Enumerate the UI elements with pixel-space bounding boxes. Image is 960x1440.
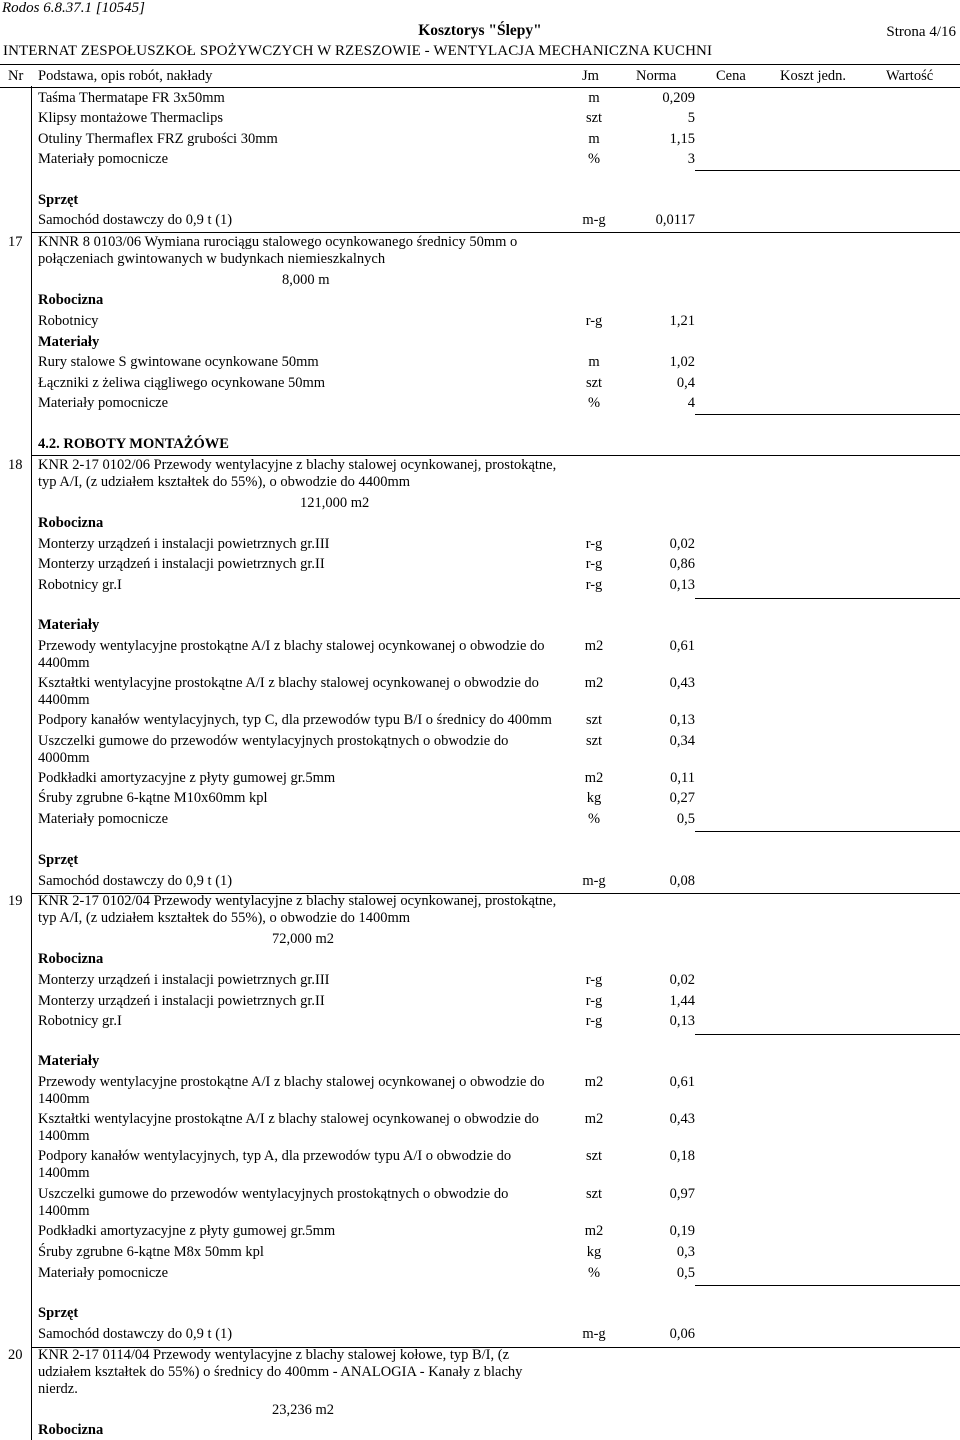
row-norm: 3 (687, 151, 695, 167)
row-description: Podpory kanałów wentylacyjnych, typ A, dla przewodów typu A/I o obwodzie do 1400mm (38, 1148, 512, 1181)
row-unit: m2 (584, 1111, 604, 1127)
row-description: Samochód dostawczy do 0,9 t (1) (38, 212, 233, 228)
project-title: INTERNAT ZESPOŁUSZKOŁ SPOŻYWCZYCH W RZESZOWIE - WENTYLACJA MECHANICZNA KUCHNI (3, 43, 713, 59)
row-description: KNNR 8 0103/06 Wymiana rurociągu stalowego ocynkowanego średnicy 50mm o połączeniach gwintowanych w budynkach niemieszkalnych (38, 234, 518, 267)
row-description: Monterzy urządzeń i instalacji powietrznych gr.III (38, 972, 330, 988)
row-unit: % (587, 1265, 601, 1281)
col-desc: Podstawa, opis robót, nakłady (38, 68, 213, 84)
row-norm: 0,3 (676, 1244, 695, 1260)
row-norm: 0,43 (669, 1111, 695, 1127)
row-description: Klipsy montażowe Thermaclips (38, 110, 223, 126)
row-unit: r-g (585, 1013, 603, 1029)
row-norm: 0,08 (669, 873, 695, 889)
row-separator (695, 598, 960, 599)
row-unit: m2 (584, 638, 604, 654)
row-norm: 0,06 (669, 1326, 695, 1342)
row-description: Sprzęt (38, 192, 79, 208)
row-description: Łączniki z żeliwa ciągliwego ocynkowane 50mm (38, 375, 326, 391)
row-separator (695, 170, 960, 171)
row-description: Podpory kanałów wentylacyjnych, typ C, dla przewodów typu B/I o średnicy do 400mm (38, 712, 552, 728)
row-description: 8,000 m (282, 272, 330, 288)
row-unit: r-g (585, 536, 603, 552)
row-description: KNR 2-17 0114/04 Przewody wentylacyjne z blachy stalowej kołowe, typ B/I, (z udziałem kształtek do 55%) o średnicy do 400mm - ANALOGIA - Kanały z blachy nierdz. (38, 1347, 523, 1397)
row-number: 19 (8, 893, 23, 909)
row-separator (695, 831, 960, 832)
item-separator (31, 232, 695, 233)
row-unit: m-g (582, 873, 606, 889)
row-unit: r-g (585, 313, 603, 329)
row-description: Materiały pomocnicze (38, 811, 169, 827)
row-norm: 0,02 (669, 972, 695, 988)
row-unit: r-g (585, 972, 603, 988)
row-description: 72,000 m2 (272, 931, 335, 947)
document-title: Kosztorys "Ślepy" (418, 22, 542, 39)
row-norm: 0,97 (669, 1186, 695, 1202)
row-unit: szt (585, 110, 603, 126)
row-norm: 0,0117 (655, 212, 695, 228)
row-norm: 0,43 (669, 675, 695, 691)
row-separator (695, 1285, 960, 1286)
row-norm: 0,5 (676, 1265, 695, 1281)
row-separator (695, 1347, 960, 1348)
row-norm: 1,44 (669, 993, 695, 1009)
row-description: Uszczelki gumowe do przewodów wentylacyjnych prostokątnych o obwodzie do 1400mm (38, 1186, 509, 1219)
row-description: Robotnicy gr.I (38, 577, 122, 593)
col-koszt: Koszt jedn. (780, 68, 847, 84)
row-description: Robotnicy (38, 313, 99, 329)
row-description: Materiały (38, 334, 100, 350)
row-description: Samochód dostawczy do 0,9 t (1) (38, 1326, 233, 1342)
row-description: KNR 2-17 0102/06 Przewody wentylacyjne z blachy stalowej ocynkowanej, prostokątne, typ A/I, (z udziałem kształtek do 55%), o obwodzie do 4400mm (38, 457, 557, 490)
row-norm: 0,13 (669, 712, 695, 728)
row-unit: m2 (584, 1223, 604, 1239)
row-description: 23,236 m2 (272, 1402, 335, 1418)
row-unit: m-g (582, 212, 606, 228)
row-norm: 1,15 (669, 131, 695, 147)
row-unit: m (588, 354, 600, 370)
row-separator (695, 1034, 960, 1035)
row-description: Otuliny Thermaflex FRZ grubości 30mm (38, 131, 278, 147)
row-description: Robocizna (38, 292, 104, 308)
row-unit: szt (585, 1186, 603, 1202)
item-separator (31, 893, 695, 894)
row-description: Podkładki amortyzacyjne z płyty gumowej gr.5mm (38, 770, 336, 786)
row-norm: 0,61 (669, 638, 695, 654)
row-number: 20 (8, 1347, 23, 1363)
row-description: Kształtki wentylacyjne prostokątne A/I z blachy stalowej ocynkowanej o obwodzie do 1400mm (38, 1111, 539, 1144)
row-norm: 0,34 (669, 733, 695, 749)
page-number: Strona 4/16 (886, 24, 956, 40)
row-norm: 5 (687, 110, 695, 126)
row-description: Monterzy urządzeń i instalacji powietrznych gr.II (38, 556, 325, 572)
row-norm: 0,209 (662, 90, 695, 106)
row-unit: m (588, 131, 600, 147)
row-description: Materiały (38, 1053, 100, 1069)
row-norm: 1,21 (669, 313, 695, 329)
row-description: Robocizna (38, 515, 104, 531)
item-separator (31, 455, 695, 456)
row-unit: r-g (585, 556, 603, 572)
col-wartosc: Wartość (886, 68, 934, 84)
row-unit: m (588, 90, 600, 106)
row-unit: szt (585, 712, 603, 728)
row-norm: 0,86 (669, 556, 695, 572)
row-description: Materiały pomocnicze (38, 151, 169, 167)
row-description: Samochód dostawczy do 0,9 t (1) (38, 873, 233, 889)
program-version: Rodos 6.8.37.1 [10545] (2, 0, 145, 16)
row-separator (695, 893, 960, 894)
row-description: Przewody wentylacyjne prostokątne A/I z blachy stalowej ocynkowanej o obwodzie do 4400mm (38, 638, 545, 671)
row-norm: 0,19 (669, 1223, 695, 1239)
row-description: Uszczelki gumowe do przewodów wentylacyjnych prostokątnych o obwodzie do 4000mm (38, 733, 509, 766)
row-unit: m2 (584, 770, 604, 786)
row-number: 18 (8, 457, 23, 473)
row-unit: szt (585, 375, 603, 391)
row-unit: m-g (582, 1326, 606, 1342)
row-unit: m2 (584, 675, 604, 691)
row-unit: szt (585, 733, 603, 749)
row-description: 121,000 m2 (300, 495, 370, 511)
column-header-row (0, 64, 960, 88)
row-separator (695, 455, 960, 456)
row-norm: 0,61 (669, 1074, 695, 1090)
row-unit: szt (585, 1148, 603, 1164)
row-unit: % (587, 151, 601, 167)
nr-column-divider (31, 86, 32, 1440)
item-separator (31, 1347, 695, 1348)
row-unit: kg (586, 790, 602, 806)
row-description: Robocizna (38, 951, 104, 967)
row-norm: 0,18 (669, 1148, 695, 1164)
col-cena: Cena (716, 68, 746, 84)
row-norm: 0,13 (669, 1013, 695, 1029)
row-description: Przewody wentylacyjne prostokątne A/I z blachy stalowej ocynkowanej o obwodzie do 1400mm (38, 1074, 545, 1107)
row-description: Monterzy urządzeń i instalacji powietrznych gr.III (38, 536, 330, 552)
row-unit: % (587, 395, 601, 411)
row-description: Sprzęt (38, 852, 79, 868)
col-nr: Nr (8, 68, 24, 84)
row-description: Monterzy urządzeń i instalacji powietrznych gr.II (38, 993, 325, 1009)
row-description: Śruby zgrubne 6-kątne M10x60mm kpl (38, 790, 268, 806)
row-unit: % (587, 811, 601, 827)
row-description: Śruby zgrubne 6-kątne M8x 50mm kpl (38, 1244, 264, 1260)
row-description: Materiały (38, 617, 100, 633)
row-norm: 0,13 (669, 577, 695, 593)
row-description: 4.2. ROBOTY MONTAŻÓWE (38, 436, 229, 452)
row-description: Rury stalowe S gwintowane ocynkowane 50mm (38, 354, 319, 370)
row-description: Taśma Thermatape FR 3x50mm (38, 90, 225, 106)
row-description: Materiały pomocnicze (38, 1265, 169, 1281)
row-description: Materiały pomocnicze (38, 395, 169, 411)
row-description: Robotnicy gr.I (38, 1013, 122, 1029)
row-description: KNR 2-17 0102/04 Przewody wentylacyjne z blachy stalowej ocynkowanej, prostokątne, typ A/I, (z udziałem kształtek do 55%), o obwodzie do 1400mm (38, 893, 557, 926)
row-norm: 0,27 (669, 790, 695, 806)
row-unit: kg (586, 1244, 602, 1260)
row-number: 17 (8, 234, 23, 250)
row-norm: 0,5 (676, 811, 695, 827)
row-description: Podkładki amortyzacyjne z płyty gumowej gr.5mm (38, 1223, 336, 1239)
row-description: Robocizna (38, 1422, 104, 1438)
row-unit: m2 (584, 1074, 604, 1090)
row-norm: 4 (687, 395, 695, 411)
col-norma: Norma (636, 68, 677, 84)
row-norm: 1,02 (669, 354, 695, 370)
row-norm: 0,02 (669, 536, 695, 552)
row-description: Kształtki wentylacyjne prostokątne A/I z blachy stalowej ocynkowanej o obwodzie do 4400mm (38, 675, 539, 708)
col-jm: Jm (582, 68, 599, 84)
row-unit: r-g (585, 993, 603, 1009)
row-description: Sprzęt (38, 1305, 79, 1321)
row-norm: 0,4 (676, 375, 695, 391)
row-unit: r-g (585, 577, 603, 593)
row-separator (695, 414, 960, 415)
row-norm: 0,11 (670, 770, 695, 786)
row-separator (695, 232, 960, 233)
